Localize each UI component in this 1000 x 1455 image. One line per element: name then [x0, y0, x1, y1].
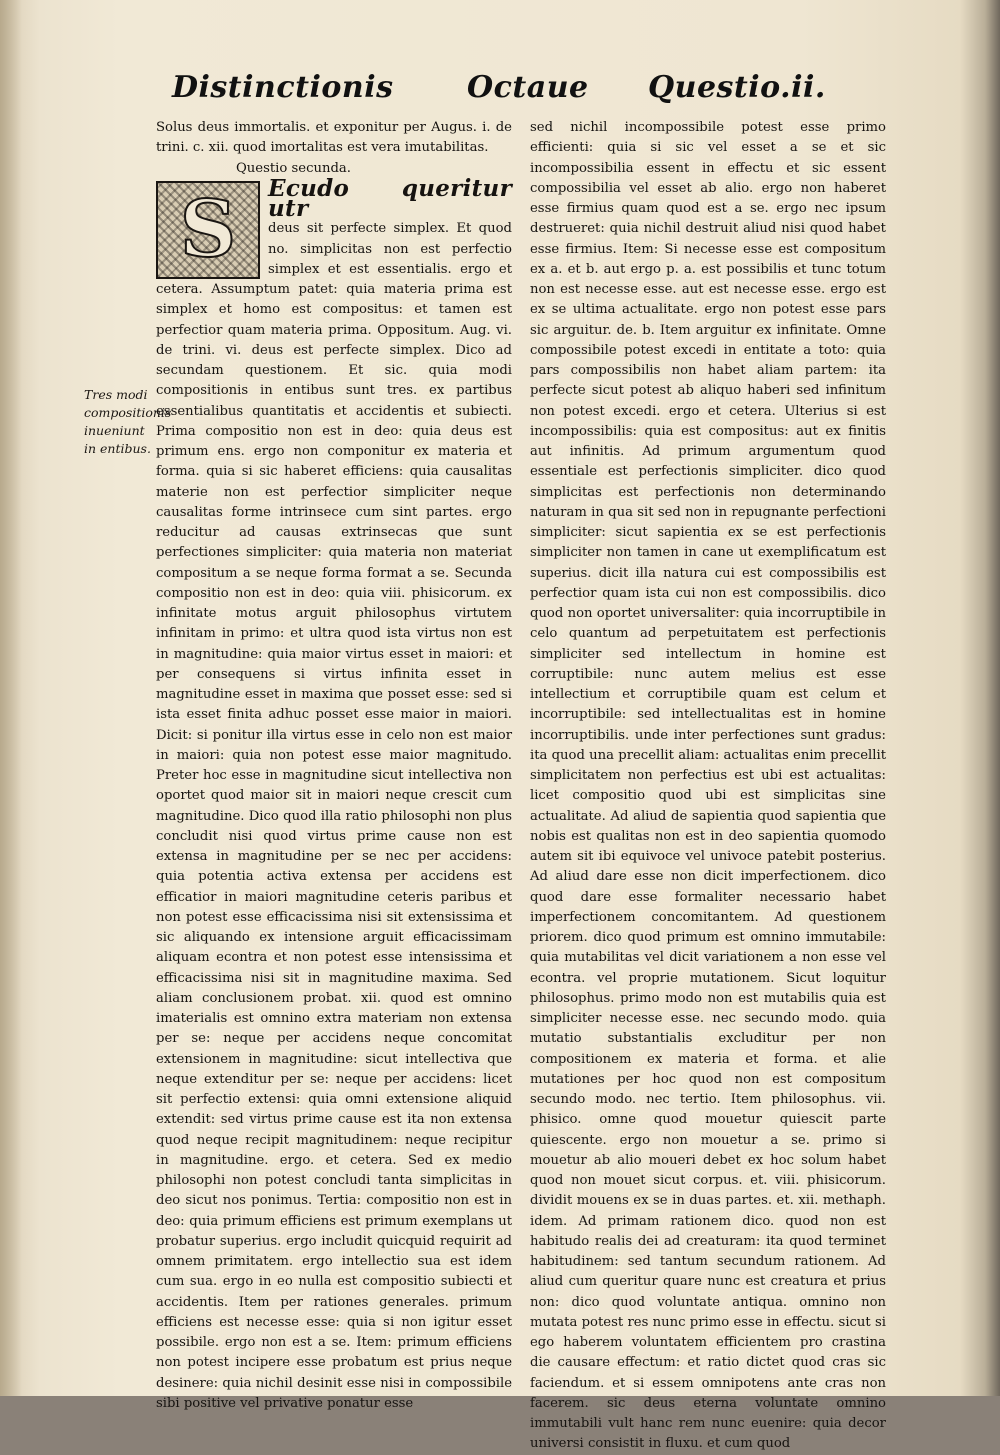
question-label: Questio secunda. — [236, 160, 351, 176]
right-column — [530, 118, 886, 1455]
header-left: Distinctionis — [172, 70, 394, 105]
right-body-text: sed nichil incompossibile potest esse primo efficienti: quia si sic vel esset a se et sic incompossibilia essent in effectu et sic essent compossibilia vel esset ab alio. ergo non haberet esse firmius quam quod est a se. ergo nec ipsum destrueret: quia nichil destruit aliud nisi quod habet esse firmius. Item: Si necesse esse est compositum ex a. et b. aut ergo p. a. est possibilis et tunc totum non est necesse esse. aut est necesse esse. ergo est ex se ultima actualitate. ergo non potest esse pars sic arguitur. de. b. Item arguitur ex infinitate. Omne compossibile potest excedi in entitate a toto: quia pars compossibilis non habet aliam partem: ita perfecte sicut potest ab aliquo haberi sed infinitum non potest excedi. ergo et cetera. Ulterius si est incompossibilis: quia est compositus: aut ex finitis aut infinitis. Ad primum argumentum quod essentiale est perfectionis simpliciter. dico quod simplicitas est perfectionis non determinando naturam in qua sit sed non in repugnante perfectioni simpliciter: sicut sapientia ex se est perfectionis simpliciter non tamen in cane ut exemplificatum est superius. dicit illa natura cui est compossibilis est perfectior quam ista cui non est compossibilis. dico quod non oportet universaliter: quia incorruptibile in celo quantum ad perpetuitatem est perfectionis simpliciter sed intellectum in homine est corruptibile: nunc autem melius est esse intellectium et corruptibile quam est celum et incorruptibile: sed intellectualitas est in homine incorruptibilis. unde inter perfectiones sunt gradus: ita quod una precellit aliam: actualitas enim precellit simplicitatem non perfectius est ubi est actualitas: licet compositio quod ubi est simplicitas sine actualitate. Ad aliud de sapientia quod sapientia que nobis est qualitas non est in deo sapientia quomodo autem sit ibi equivoce vel univoce patebit posterius. Ad aliud dare esse non dicit imperfectionem. dico quod dare esse formaliter necessario habet imperfectionem concomitantem. Ad questionem priorem. dico quod primum est omnino immutabile: quia mutabilitas vel dicit variationem a non esse vel econtra. vel proprie mutationem. Sicut loquitur philosophus. primo modo non est mutabilis quia est simpliciter necesse esse. nec secundo modo. quia mutatio substantialis excluditur per non compositionem ex materia et forma. et alie mutationes per hoc quod non est compositum secundo modo. nec tertio. Item philosophus. vii. phisico. omne quod mouetur quiescit parte quiescente. ergo non mouetur a se. primo si mouetur ab alio moueri debet ex hoc solum habet quod non mouet sicut corpus. et. viii. phisicorum. dividit mouens ex se in duas partes. et. xii. methaph. idem. Ad primam rationem dico. quod non est habitudo realis dei ad creaturam: ita quod terminet habitudinem: sed tantum secundum rationem. Ad aliud cum queritur quare nunc est creatura et prius non: dico quod voluntate antiqua. omnino non mutata potest res nunc primo esse in effectu. sicut si ego haberem voluntatem efficientem pro crastina die causare effectum: et ratio dictet quod cras sic faciendum. et si essem omnipotens ante cras non facerem. sic deus eterna voluntate omnino immutabili vult hanc rem nunc euenire: quia decor universi consistit in fluxu. et cum quod — [530, 120, 886, 1452]
left-body-text: deus sit perfecte simplex. Et quod no. simplicitas non est perfectio simplex et est essentialis. ergo et cetera. Assumptum patet: quia materia prima est simplex et homo est compositus: et tamen est perfectior quam materia prima. Oppositum. Aug. vi. de trini. vi. deus est perfecte simplex. Dico ad secundam questionem. Et sic. quia modi compositionis in entibus sunt tres. ex partibus essentialibus quantitatis et accidentis et subiecti. Prima compositio non est in deo: quia deus est primum ens. ergo non componitur ex materia et forma. quia si sic haberet efficiens: quia causalitas materie non est perfectior simpliciter neque causalitas forme intrinsece cum sint partes. ergo reducitur ad causas extrinsecas que sunt perfectiones simpliciter: quia materia non materiat compositum a se neque forma format a se. Secunda compositio non est in deo: quia viii. phisicorum. ex infinitate motus arguit philosophus virtutem infinitam in primo: et ultra quod ista virtus non est in magnitudine: quia maior virtus esset in maiori: et per consequens si virtus infinita esset in magnitudine esset in maxima que posset esse: sed si ista esset finita adhuc posset esse maior in maiori. Dicit: si ponitur illa virtus esse in celo non est maior in maiori: quia non potest esse maior magnitudo. Preter hoc esse in magnitudine sicut intellectiva non oportet quod maior sit in maiori neque crescit cum magnitudine. Dico quod illa ratio philosophi non plus concludit nisi quod virtus prime cause non est extensa in magnitudine per se nec per accidens: quia potentia activa extensa per accidens est efficatior in maiori magnitudine ceteris paribus et non potest esse efficacissima nisi sit extensissima et sic aliquando ex intensione arguit efficacissimam aliquam econtra et non potest esse intensissima et efficacissima nisi sit in magnitudine maxima. Sed aliam conclusionem probat. xii. quod est omnino imaterialis est omnino extra materiam non extensa per se: neque per accidens neque concomitat extensionem in magnitudine: sicut intellectiva que neque extenditur per se: neque per accidens: licet sit perfectio extensi: quia omni extensione aliquid extendit: sed virtus prime cause est ita non extensa quod neque recipit magnitudinem: neque recipitur in magnitudine. ergo. et cetera. Sed ex medio philosophi non potest concludi tanta simplicitas in deo sicut nos ponimus. Tertia: compositio non est in deo: quia primum efficiens est primum exemplans ut probatur superius. ergo includit quicquid requirit ad omnem primitatem. ergo intellectio sua est idem cum sua. ergo in eo nulla est compositio subiecti et accidentis. Item per rationes generales. primum efficiens est necesse esse: quia si non igitur esset possibile. ergo non est a se. Item: primum efficiens non potest incipere esse probatum est prius neque desinere: quia nichil desinit esse nisi in compossibile sibi positive vel privative ponatur esse — [156, 221, 512, 1411]
question-heading: Ecudo queritur utr — [268, 174, 512, 222]
decorated-initial — [156, 181, 260, 279]
initial-letter: S — [179, 183, 237, 275]
gutter-shadow — [0, 0, 22, 1396]
header-right: Questio.ii. — [648, 70, 826, 105]
left-column — [156, 118, 512, 1414]
marginal-note: Tres modi compositionis inueniunt in entibus. — [84, 387, 172, 456]
opening-text: Solus deus immortalis. et exponitur per Augus. i. de trini. c. xii. quod imortalitas est vera imutabilitas. — [156, 120, 512, 156]
header-center: Octaue — [467, 70, 589, 105]
running-header — [0, 70, 1000, 110]
